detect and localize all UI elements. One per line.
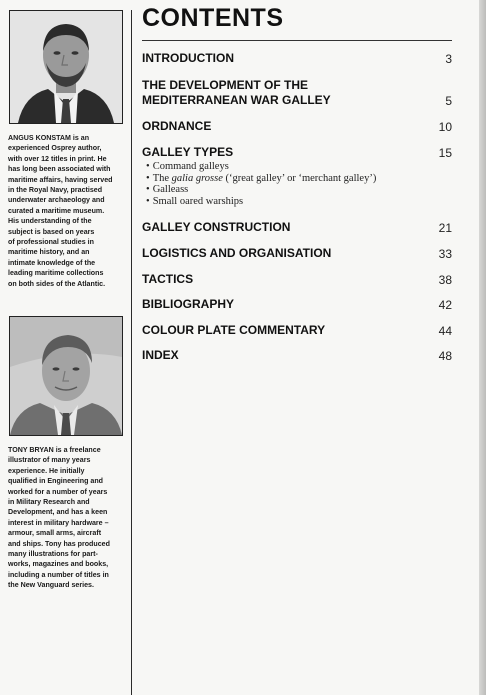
- illustrator-bio: TONY BRYAN is a freelance illustrator of many years experience. He initially qualified in Engineering and worked for a number of years in Military Research and Development, and has a keen interest in military hardware – armour, small arms, aircraft and ships. Tony has produced many illustrations for part- works, magazines and books, including a number of titles in the New Vanguard series.: [8, 446, 110, 590]
- toc-entry-label: LOGISTICS AND ORGANISATION: [142, 246, 332, 260]
- column-divider: [131, 10, 132, 695]
- toc-entry-label: TACTICS: [142, 272, 194, 286]
- toc-entry-bibliography[interactable]: [142, 297, 452, 312]
- toc-entry-construction[interactable]: [142, 220, 452, 235]
- toc-entry-label: INDEX: [142, 348, 179, 362]
- toc-entry-label: ORDNANCE: [142, 119, 212, 133]
- author-column: [8, 10, 130, 695]
- title-divider: [142, 40, 452, 41]
- toc-entry-logistics[interactable]: [142, 246, 452, 261]
- toc-entry-page: 5: [445, 94, 452, 108]
- toc-entry-page: 33: [438, 247, 452, 261]
- toc-entry-label: GALLEY CONSTRUCTION: [142, 220, 291, 234]
- page-edge-shadow: [479, 0, 486, 695]
- list-item: • The galia grosse (‘great galley’ or ‘merchant galley’): [146, 172, 377, 184]
- toc-entry-introduction[interactable]: [142, 51, 452, 66]
- toc-entry-label: COLOUR PLATE COMMENTARY: [142, 323, 326, 337]
- toc-entry-page: 38: [438, 273, 452, 287]
- toc-entry-page: 3: [445, 52, 452, 66]
- toc-entry-page: 15: [438, 146, 452, 160]
- toc-entry-page: 48: [438, 349, 452, 363]
- author-bio: ANGUS KONSTAM is an experienced Osprey author, with over 12 titles in print. He has long been associated with maritime affairs, having served in the Royal Navy, practised underwater archaeology and curated a maritime museum. His understanding of the subject is based on years of professional studies in maritime history, and an intimate knowledge of the leading maritime collections on both sides of the Atlantic.: [8, 134, 113, 288]
- toc-entry-label: THE DEVELOPMENT OF THE MEDITERRANEAN WAR GALLEY: [142, 78, 331, 107]
- toc-entry-page: 44: [438, 324, 452, 338]
- illustrator-portrait-photo: [9, 316, 123, 436]
- list-item: • Command galleys: [146, 161, 229, 172]
- page-title: CONTENTS: [142, 4, 284, 32]
- toc-entry-colour-plate[interactable]: [142, 323, 452, 338]
- list-item: • Galleass: [146, 184, 189, 195]
- toc-entry-galley-types[interactable]: [142, 145, 452, 207]
- author-portrait-photo: [9, 10, 123, 124]
- toc-entry-tactics[interactable]: [142, 272, 452, 287]
- toc-entry-label: GALLEY TYPES: [142, 145, 234, 159]
- list-item: • Small oared warships: [146, 195, 244, 207]
- toc-entry-page: 21: [438, 221, 452, 235]
- toc-entry-development[interactable]: [142, 78, 452, 108]
- toc-entry-ordnance[interactable]: [142, 119, 452, 134]
- toc-entry-page: 42: [438, 298, 452, 312]
- galley-types-subitems: [146, 161, 452, 207]
- toc-entry-label: BIBLIOGRAPHY: [142, 297, 235, 311]
- toc-entry-label: INTRODUCTION: [142, 51, 234, 65]
- toc-entry-index[interactable]: [142, 348, 452, 363]
- toc-entry-page: 10: [438, 120, 452, 134]
